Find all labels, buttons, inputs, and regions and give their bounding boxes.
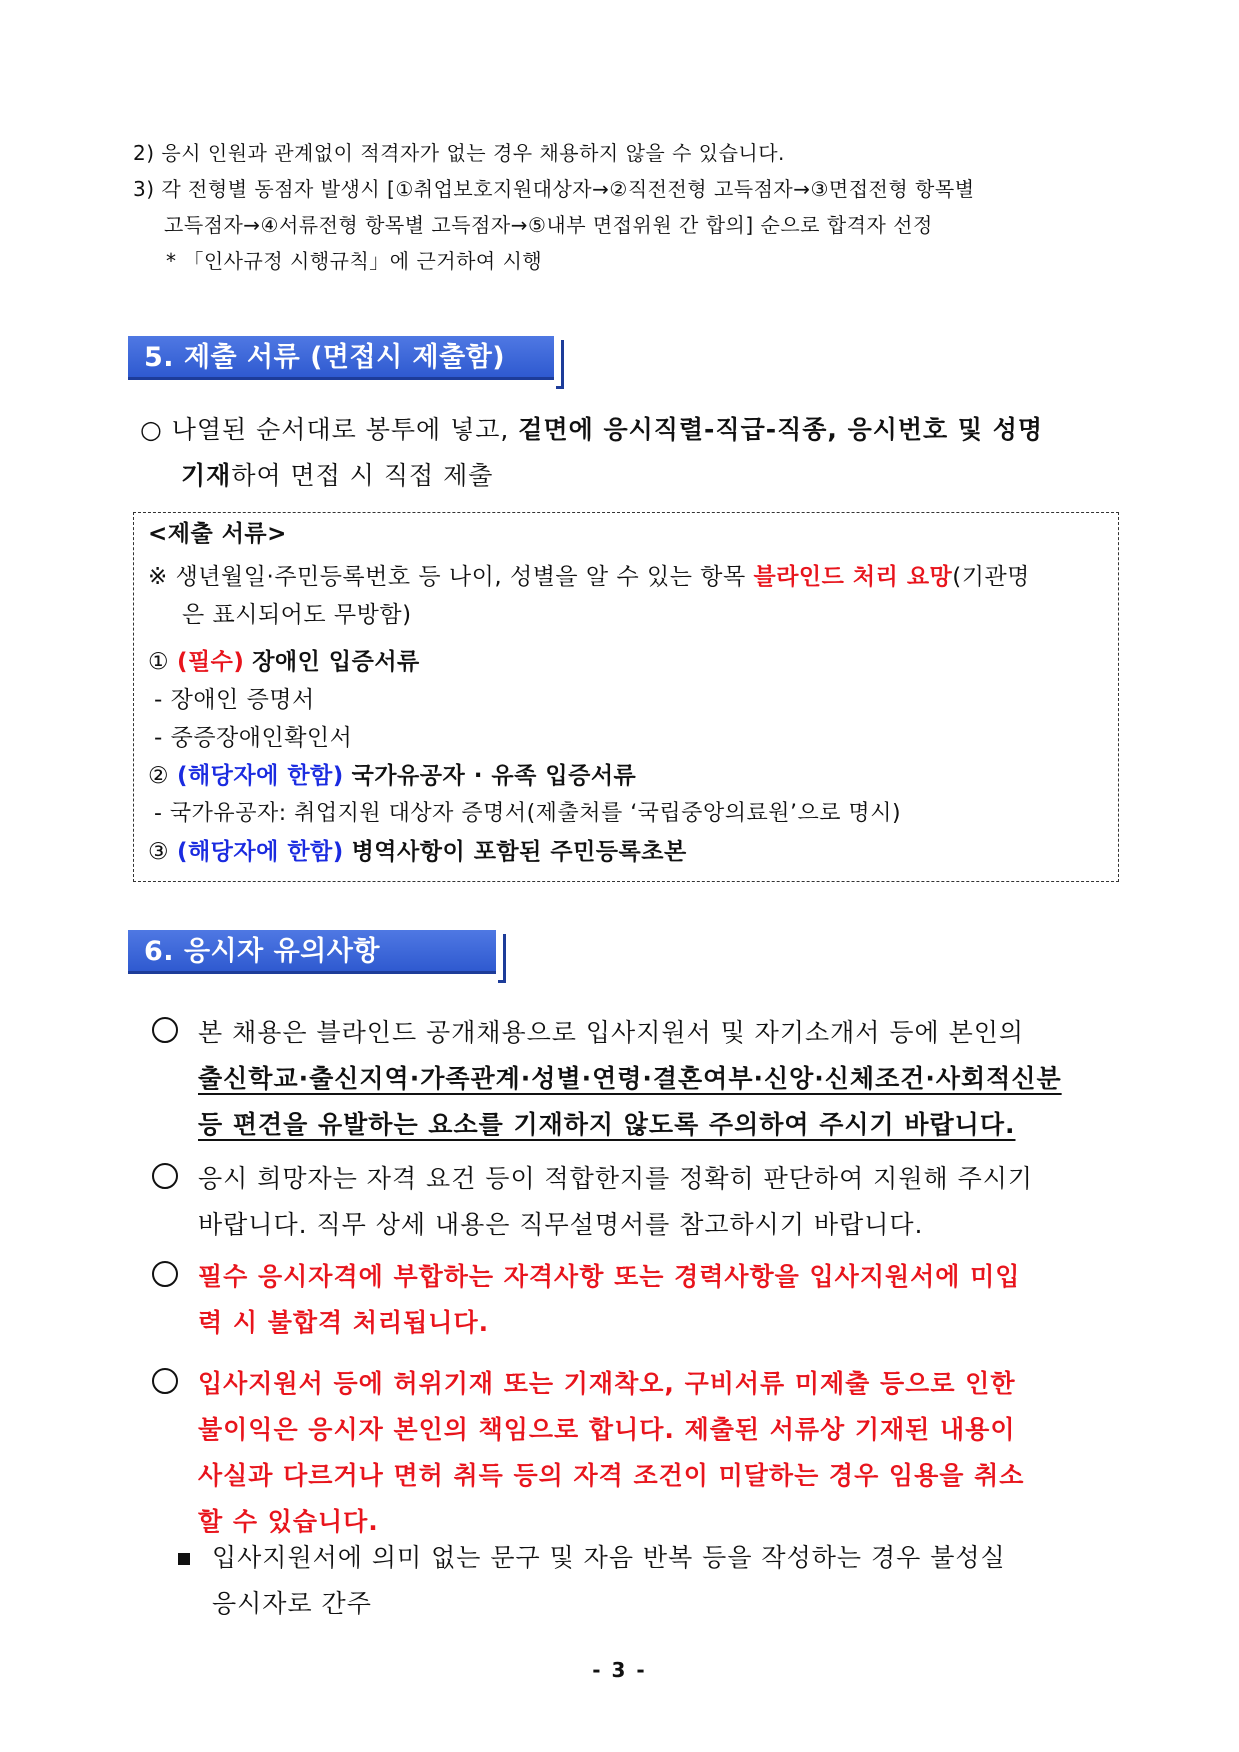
sub-line1: 입사지원서에 의미 없는 문구 및 자음 반복 등을 작성하는 경우 불성실 <box>212 1543 1006 1572</box>
item3 <box>148 834 687 870</box>
item2-sub1: - 국가유공자: 취업지원 대상자 증명서(제출처를 ‘국립중앙의료원’으로 명시) <box>154 801 902 826</box>
section5-intro-line2 <box>181 455 493 497</box>
p4-line1: 입사지원서 등에 허위기재 또는 기재착오, 구비서류 미제출 등으로 인한 <box>198 1369 1016 1398</box>
box-note-suffix: (기관명 <box>952 564 1030 590</box>
box-note-prefix: ※ 생년월일·주민등록번호 등 나이, 성별을 알 수 있는 항목 <box>148 564 754 590</box>
item1-num: ① <box>148 649 170 675</box>
p4-bullet <box>152 1372 178 1394</box>
item1-sub1: - 장애인 증명서 <box>154 687 315 713</box>
intro-line2-rest: 하여 면접 시 직접 제출 <box>231 461 494 490</box>
item2-tag: (해당자에 한함) <box>176 763 344 789</box>
p3-bullet <box>152 1265 178 1287</box>
p4-line2: 불이익은 응시자 본인의 책임으로 합니다. 제출된 서류상 기재된 내용이 <box>198 1415 1016 1444</box>
item1-tag: (필수) <box>176 649 245 675</box>
note-2: 2) 응시 인원과 관계없이 적격자가 없는 경우 채용하지 않을 수 있습니다. <box>133 141 785 165</box>
item1-title: 장애인 입증서류 <box>252 649 420 675</box>
intro-line2-bold: 기재 <box>181 461 232 490</box>
p2-bullet <box>152 1167 178 1189</box>
sub-bullet <box>178 1550 190 1569</box>
item3-title: 병역사항이 포함된 주민등록초본 <box>351 839 687 865</box>
box-note-red: 블라인드 처리 요망 <box>753 564 953 590</box>
p2-line1: 응시 희망자는 자격 요건 등이 적합한지를 정확히 판단하여 지원해 주시기 <box>198 1164 1034 1193</box>
item3-tag: (해당자에 한함) <box>176 839 344 865</box>
section5-title: 5. 제출 서류 (면접시 제출함) <box>128 336 554 380</box>
box-note-line2: 은 표시되어도 무방함) <box>182 602 412 628</box>
note-reference: * 「인사규정 시행규칙」에 근거하여 시행 <box>166 249 543 273</box>
item2-num: ② <box>148 763 170 789</box>
p4-line4: 할 수 있습니다. <box>198 1507 379 1536</box>
documents-box <box>133 512 1119 882</box>
page-number: - 3 - <box>592 1658 647 1682</box>
item3-num: ③ <box>148 839 170 865</box>
section5-intro-line1 <box>140 409 1043 451</box>
p1-line2: 출신학교·출신지역·가족관계·성별·연령·결혼여부·신앙·신체조건·사회적신분 <box>198 1064 1062 1093</box>
p3-line1: 필수 응시자격에 부합하는 자격사항 또는 경력사항을 입사지원서에 미입 <box>198 1262 1021 1291</box>
intro-prefix: ○ 나열된 순서대로 봉투에 넣고, <box>140 415 519 444</box>
section6-title: 6. 응시자 유의사항 <box>128 930 496 974</box>
item1-sub2: - 중증장애인확인서 <box>154 725 353 751</box>
p3-line2: 력 시 불합격 처리됩니다. <box>198 1308 490 1337</box>
p4-line3: 사실과 다르거나 면허 취득 등의 자격 조건이 미달하는 경우 임용을 취소 <box>198 1461 1025 1490</box>
p1-line1: 본 채용은 블라인드 공개채용으로 입사지원서 및 자기소개서 등에 본인의 <box>198 1018 1025 1047</box>
note-3-line2: 고득점자→④서류전형 항목별 고득점자→⑤내부 면접위원 간 합의] 순으로 합격자 선정 <box>164 213 933 237</box>
item2 <box>148 758 636 794</box>
sub-line2: 응시자로 간주 <box>212 1589 372 1618</box>
note-3-line1: 3) 각 전형별 동점자 발생시 [①취업보호지원대상자→②직전전형 고득점자→③면접전형 항목별 <box>133 177 975 201</box>
p1-line3: 등 편견을 유발하는 요소를 기재하지 않도록 주의하여 주시기 바랍니다. <box>198 1110 1016 1139</box>
intro-bold: 겉면에 응시직렬-직급-직종, 응시번호 및 성명 <box>518 415 1044 444</box>
item2-title: 국가유공자 · 유족 입증서류 <box>351 763 637 789</box>
box-heading: <제출 서류> <box>148 521 287 547</box>
box-note-line1 <box>148 559 1030 595</box>
item1 <box>148 644 420 680</box>
p2-line2: 바랍니다. 직무 상세 내용은 직무설명서를 참고하시기 바랍니다. <box>198 1210 924 1239</box>
p1-bullet <box>152 1021 178 1043</box>
